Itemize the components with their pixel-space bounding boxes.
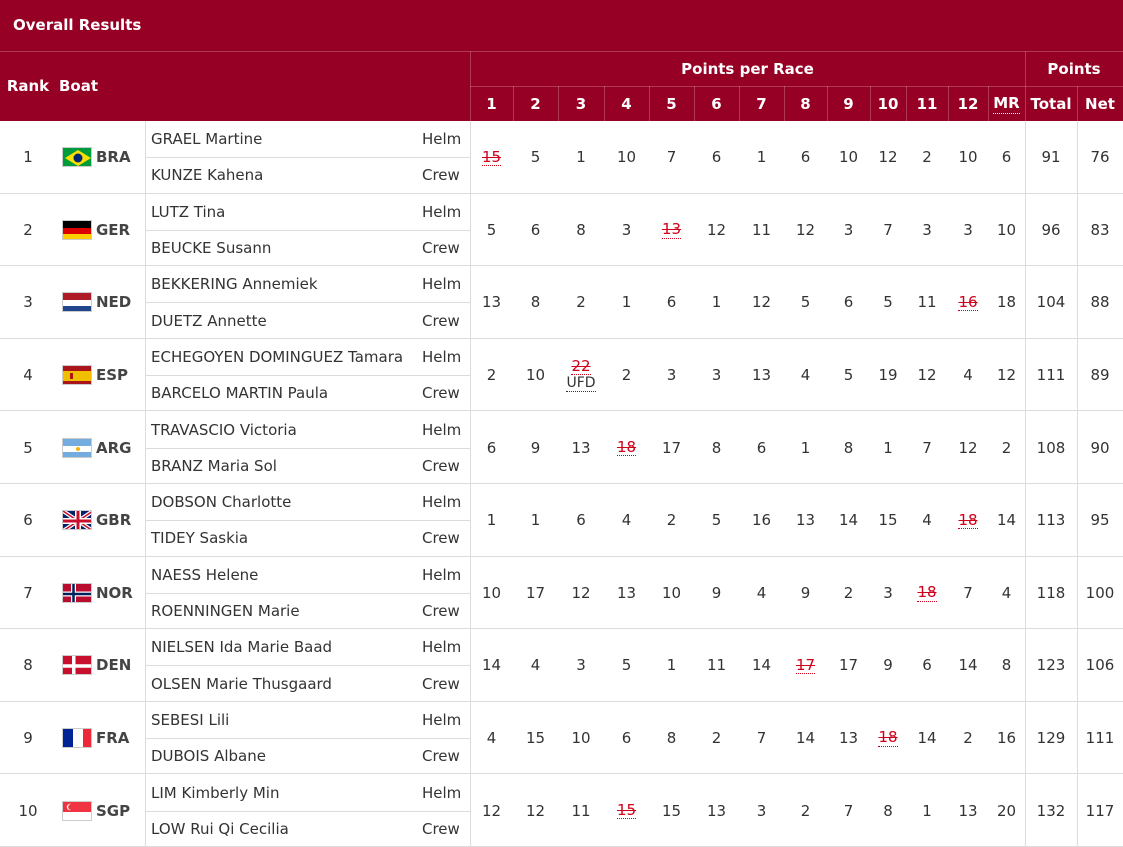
crew-name[interactable]: KUNZE Kahena (151, 166, 264, 185)
crew-name[interactable]: BRANZ Maria Sol (151, 456, 277, 475)
noc-code[interactable]: ARG (96, 438, 132, 457)
col-header-race-7: 7 (739, 86, 784, 121)
table-row (0, 121, 1123, 194)
rank-cell: 5 (23, 438, 33, 457)
race-4-points: 5 (621, 656, 632, 675)
header-divider (604, 86, 605, 121)
crew-role: Crew (422, 674, 460, 693)
race-2-points: 9 (530, 438, 541, 457)
race-6-points: 6 (711, 148, 722, 167)
net-points: 100 (1085, 583, 1115, 602)
race-7-points: 4 (756, 583, 767, 602)
helm-role: Helm (422, 202, 462, 221)
race-2-points: 15 (525, 729, 546, 748)
race-11-points: 14 (917, 729, 937, 748)
race-8-points: 5 (800, 293, 811, 312)
col-header-race-6: 6 (694, 86, 739, 121)
header-divider (948, 86, 949, 121)
col-header-race-2: 2 (513, 86, 558, 121)
discarded-score: 13 (661, 220, 682, 239)
noc-code[interactable]: NOR (96, 583, 133, 602)
race-12-points: 12 (958, 438, 978, 457)
rank-cell: 1 (23, 148, 33, 167)
athlete-divider (145, 811, 470, 812)
race-11-points (906, 557, 948, 630)
race-9-points: 13 (838, 729, 859, 748)
section-title: Overall Results (0, 0, 1123, 51)
race-8-points: 13 (795, 511, 816, 530)
discarded-score: 22 (571, 356, 591, 375)
race-5-points: 3 (666, 366, 677, 385)
header-divider (649, 86, 650, 121)
race-4-points: 6 (621, 729, 632, 748)
medal-race-points: 18 (996, 293, 1017, 312)
race-8-points: 14 (795, 729, 816, 748)
rank-cell: 7 (23, 583, 33, 602)
helm-role: Helm (422, 420, 462, 439)
race-10-points: 5 (883, 293, 893, 312)
race-6-points: 12 (706, 220, 727, 239)
helm-name[interactable]: NAESS Helene (151, 565, 259, 584)
medal-race-points: 10 (996, 220, 1017, 239)
race-5-points: 15 (661, 801, 682, 820)
race-6-points: 1 (711, 293, 722, 312)
race-1-points: 2 (486, 366, 497, 385)
nor-flag-icon (62, 583, 92, 603)
noc-code[interactable]: ESP (96, 366, 129, 385)
bra-flag-icon (62, 147, 92, 167)
race-5-points: 8 (666, 729, 677, 748)
race-9-points: 7 (843, 801, 854, 820)
discarded-score: 18 (917, 583, 937, 602)
athlete-divider (145, 302, 470, 303)
race-9-points: 3 (843, 220, 854, 239)
race-2-points: 8 (530, 293, 541, 312)
athlete-divider (145, 593, 470, 594)
total-points: 111 (1036, 366, 1066, 385)
race-8-points: 9 (800, 583, 811, 602)
rank-cell: 8 (23, 656, 33, 675)
crew-name[interactable]: OLSEN Marie Thusgaard (151, 674, 332, 693)
race-4-points: 3 (621, 220, 632, 239)
race-7-points: 16 (751, 511, 772, 530)
medal-race-points: 6 (1001, 148, 1012, 167)
crew-role: Crew (422, 456, 460, 475)
header-divider (739, 86, 740, 121)
col-header-race-9: 9 (827, 86, 870, 121)
race-9-points: 17 (838, 656, 859, 675)
arg-flag-icon (62, 438, 92, 458)
noc-code[interactable]: SGP (96, 801, 131, 820)
medal-race-points: 12 (996, 366, 1017, 385)
race-5-points: 7 (666, 148, 677, 167)
total-points: 123 (1036, 656, 1066, 675)
header-divider (513, 86, 514, 121)
net-points: 88 (1090, 293, 1110, 312)
header-divider (558, 86, 559, 121)
race-4-points: 10 (616, 148, 637, 167)
race-7-points: 11 (751, 220, 772, 239)
group-header-points-per-race: Points per Race (470, 51, 1025, 86)
sgp-flag-icon (62, 801, 92, 821)
col-header-race-10: 10 (870, 86, 906, 121)
race-2-points: 10 (525, 366, 546, 385)
penalty-code[interactable]: UFD (566, 375, 596, 392)
race-3-points (558, 339, 604, 412)
helm-name[interactable]: TRAVASCIO Victoria (151, 420, 297, 439)
header-divider (784, 86, 785, 121)
race-12-points: 7 (963, 583, 973, 602)
rank-cell: 2 (23, 220, 33, 239)
header-divider (906, 86, 907, 121)
race-7-points: 14 (751, 656, 772, 675)
discarded-score: 16 (958, 292, 978, 311)
race-5-points (649, 194, 694, 267)
race-9-points: 10 (838, 148, 859, 167)
race-3-points: 10 (571, 729, 591, 748)
race-10-points: 1 (883, 438, 893, 457)
helm-name[interactable]: SEBESI Lili (151, 710, 230, 729)
noc-code[interactable]: GER (96, 220, 131, 239)
total-points: 104 (1036, 293, 1066, 312)
athlete-divider (145, 375, 470, 376)
total-points: 132 (1036, 801, 1066, 820)
medal-race-points: 8 (1001, 656, 1012, 675)
crew-role: Crew (422, 602, 460, 621)
race-10-points: 15 (878, 511, 898, 530)
race-8-points: 4 (800, 366, 811, 385)
race-3-points: 8 (576, 220, 586, 239)
helm-role: Helm (422, 275, 462, 294)
col-header-race-4: 4 (604, 86, 649, 121)
table-row (0, 484, 1123, 557)
race-4-points: 1 (621, 293, 632, 312)
net-points: 111 (1085, 729, 1115, 748)
race-2-points: 17 (525, 583, 546, 602)
helm-name[interactable]: NIELSEN Ida Marie Baad (151, 638, 333, 657)
medal-race-points: 4 (1001, 583, 1012, 602)
ger-flag-icon (62, 220, 92, 240)
race-7-points: 6 (756, 438, 767, 457)
header-divider (470, 51, 471, 121)
crew-name[interactable]: DUBOIS Albane (151, 747, 266, 766)
race-5-points: 10 (661, 583, 682, 602)
race-4-points: 4 (621, 511, 632, 530)
race-3-points: 1 (576, 148, 586, 167)
net-points: 106 (1085, 656, 1115, 675)
medal-race-points: 2 (1001, 438, 1012, 457)
net-points: 76 (1090, 148, 1110, 167)
helm-name[interactable]: ECHEGOYEN DOMINGUEZ Tamara (151, 347, 404, 366)
race-11-points: 6 (922, 656, 932, 675)
race-6-points: 9 (711, 583, 722, 602)
race-8-points: 2 (800, 801, 811, 820)
race-1-points: 12 (481, 801, 502, 820)
race-4-points: 2 (621, 366, 632, 385)
column-divider (145, 194, 146, 267)
athlete-divider (145, 448, 470, 449)
total-points: 113 (1036, 511, 1066, 530)
race-6-points: 3 (711, 366, 722, 385)
total-points: 91 (1041, 148, 1061, 167)
race-7-points: 12 (751, 293, 772, 312)
net-points: 90 (1090, 438, 1110, 457)
discarded-score: 17 (795, 655, 816, 674)
total-points: 96 (1041, 220, 1061, 239)
race-9-points: 2 (843, 583, 854, 602)
col-header-race-8: 8 (784, 86, 827, 121)
noc-code[interactable]: BRA (96, 148, 131, 167)
column-divider (145, 411, 146, 484)
header-divider (1025, 51, 1026, 121)
race-12-points (948, 484, 988, 557)
race-12-points: 14 (958, 656, 978, 675)
race-5-points: 2 (666, 511, 677, 530)
race-11-points: 11 (917, 293, 937, 312)
race-7-points: 1 (756, 148, 767, 167)
noc-code[interactable]: NED (96, 293, 132, 312)
athlete-divider (145, 665, 470, 666)
helm-role: Helm (422, 347, 462, 366)
race-12-points: 13 (958, 801, 978, 820)
race-10-points (870, 702, 906, 775)
header-divider (988, 86, 989, 121)
race-8-points: 6 (800, 148, 811, 167)
race-3-points: 11 (571, 801, 591, 820)
header-divider (1077, 86, 1078, 121)
crew-name[interactable]: BEUCKE Susann (151, 239, 272, 258)
column-divider (145, 774, 146, 847)
helm-name[interactable]: LIM Kimberly Min (151, 783, 280, 802)
column-divider (145, 266, 146, 339)
race-12-points: 3 (963, 220, 973, 239)
table-row (0, 411, 1123, 484)
col-header-race-5: 5 (649, 86, 694, 121)
net-points: 117 (1085, 801, 1115, 820)
race-9-points: 5 (843, 366, 854, 385)
table-row (0, 266, 1123, 339)
crew-name[interactable]: DUETZ Annette (151, 311, 267, 330)
crew-role: Crew (422, 529, 460, 548)
race-3-points: 13 (571, 438, 591, 457)
rank-cell: 3 (23, 293, 33, 312)
race-2-points: 5 (530, 148, 541, 167)
helm-name[interactable]: BEKKERING Annemiek (151, 275, 318, 294)
table-row (0, 194, 1123, 267)
race-11-points: 12 (917, 366, 937, 385)
race-10-points: 3 (883, 583, 893, 602)
total-points: 108 (1036, 438, 1066, 457)
header-divider (694, 86, 695, 121)
column-divider (145, 121, 146, 194)
fra-flag-icon (62, 728, 92, 748)
col-header-race-11: 11 (906, 86, 948, 121)
rank-cell: 10 (18, 801, 38, 820)
table-row (0, 702, 1123, 775)
crew-role: Crew (422, 384, 460, 403)
col-header-net: Net (1077, 86, 1123, 121)
athlete-divider (145, 230, 470, 231)
col-header-boat: Boat (59, 51, 259, 121)
header-divider (870, 86, 871, 121)
race-3-points: 3 (576, 656, 586, 675)
column-divider (145, 629, 146, 702)
race-8-points: 12 (795, 220, 816, 239)
header-divider (0, 51, 1123, 52)
race-11-points: 2 (922, 148, 932, 167)
race-3-points: 6 (576, 511, 586, 530)
col-header-rank: Rank (0, 51, 56, 121)
race-1-points (470, 121, 513, 194)
den-flag-icon (62, 655, 92, 675)
col-header-race-1: 1 (470, 86, 513, 121)
race-7-points: 7 (756, 729, 767, 748)
race-5-points: 6 (666, 293, 677, 312)
esp-flag-icon (62, 365, 92, 385)
table-row (0, 629, 1123, 702)
race-1-points: 14 (481, 656, 502, 675)
race-4-points (604, 774, 649, 847)
race-10-points: 8 (883, 801, 893, 820)
noc-code[interactable]: FRA (96, 729, 130, 748)
medal-race-points: 14 (996, 511, 1017, 530)
race-1-points: 5 (486, 220, 497, 239)
race-10-points: 12 (878, 148, 898, 167)
race-8-points (784, 629, 827, 702)
crew-role: Crew (422, 819, 460, 838)
medal-race-points: 20 (996, 801, 1017, 820)
race-2-points: 4 (530, 656, 541, 675)
race-2-points: 1 (530, 511, 541, 530)
race-11-points: 4 (922, 511, 932, 530)
total-points: 129 (1036, 729, 1066, 748)
col-header-total: Total (1025, 86, 1077, 121)
rank-cell: 6 (23, 511, 33, 530)
race-9-points: 14 (838, 511, 859, 530)
table-row (0, 774, 1123, 847)
race-8-points: 1 (800, 438, 811, 457)
race-6-points: 5 (711, 511, 722, 530)
race-1-points: 10 (481, 583, 502, 602)
total-points: 118 (1036, 583, 1066, 602)
net-points: 89 (1090, 366, 1110, 385)
medal-race-points: 16 (996, 729, 1017, 748)
race-9-points: 8 (843, 438, 854, 457)
discarded-score: 18 (958, 510, 978, 529)
noc-code[interactable]: GBR (96, 511, 132, 530)
race-5-points: 17 (661, 438, 682, 457)
discarded-score: 18 (616, 437, 637, 456)
helm-role: Helm (422, 493, 462, 512)
race-12-points: 4 (963, 366, 973, 385)
race-7-points: 13 (751, 366, 772, 385)
col-header-race-12: 12 (948, 86, 988, 121)
race-2-points: 12 (525, 801, 546, 820)
table-row (0, 339, 1123, 412)
crew-name[interactable]: BARCELO MARTIN Paula (151, 384, 329, 403)
race-6-points: 8 (711, 438, 722, 457)
helm-name[interactable]: DOBSON Charlotte (151, 493, 292, 512)
race-4-points (604, 411, 649, 484)
race-11-points: 1 (922, 801, 932, 820)
athlete-divider (145, 738, 470, 739)
crew-role: Crew (422, 747, 460, 766)
race-12-points: 10 (958, 148, 978, 167)
col-header-medal-race (988, 86, 1025, 121)
athlete-divider (145, 157, 470, 158)
race-10-points: 19 (878, 366, 898, 385)
race-4-points: 13 (616, 583, 637, 602)
group-header-points: Points (1025, 51, 1123, 86)
crew-role: Crew (422, 166, 460, 185)
helm-name[interactable]: LUTZ Tina (151, 202, 226, 221)
discarded-score-with-code (566, 358, 595, 393)
race-2-points: 6 (530, 220, 541, 239)
race-3-points: 12 (571, 583, 591, 602)
race-6-points: 13 (706, 801, 727, 820)
ned-flag-icon (62, 292, 92, 312)
race-3-points: 2 (576, 293, 586, 312)
crew-role: Crew (422, 311, 460, 330)
race-11-points: 7 (922, 438, 932, 457)
race-5-points: 1 (666, 656, 677, 675)
column-divider (145, 339, 146, 412)
helm-role: Helm (422, 638, 462, 657)
helm-role: Helm (422, 783, 462, 802)
race-6-points: 2 (711, 729, 722, 748)
crew-name[interactable]: LOW Rui Qi Cecilia (151, 819, 289, 838)
table-row (0, 557, 1123, 630)
discarded-score: 18 (878, 728, 898, 747)
crew-name[interactable]: TIDEY Saskia (151, 529, 249, 548)
race-6-points: 11 (706, 656, 727, 675)
race-1-points: 6 (486, 438, 497, 457)
header-divider (827, 86, 828, 121)
rank-cell: 4 (23, 366, 33, 385)
race-9-points: 6 (843, 293, 854, 312)
helm-name[interactable]: GRAEL Martine (151, 130, 263, 149)
medal-race-abbr: MR (993, 93, 1020, 112)
column-divider (145, 702, 146, 775)
athlete-divider (145, 520, 470, 521)
race-7-points: 3 (756, 801, 767, 820)
helm-role: Helm (422, 710, 462, 729)
race-10-points: 7 (883, 220, 893, 239)
discarded-score: 15 (481, 147, 502, 166)
race-1-points: 1 (486, 511, 497, 530)
race-1-points: 4 (486, 729, 497, 748)
race-1-points: 13 (481, 293, 502, 312)
helm-role: Helm (422, 565, 462, 584)
race-12-points (948, 266, 988, 339)
crew-name[interactable]: ROENNINGEN Marie (151, 602, 300, 621)
rank-cell: 9 (23, 729, 33, 748)
net-points: 95 (1090, 511, 1110, 530)
noc-code[interactable]: DEN (96, 656, 132, 675)
net-points: 83 (1090, 220, 1110, 239)
column-divider (145, 484, 146, 557)
race-11-points: 3 (922, 220, 932, 239)
gbr-flag-icon (62, 510, 92, 530)
col-header-race-3: 3 (558, 86, 604, 121)
helm-role: Helm (422, 130, 462, 149)
crew-role: Crew (422, 239, 460, 258)
race-10-points: 9 (883, 656, 893, 675)
race-12-points: 2 (963, 729, 973, 748)
column-divider (145, 557, 146, 630)
discarded-score: 15 (616, 800, 637, 819)
